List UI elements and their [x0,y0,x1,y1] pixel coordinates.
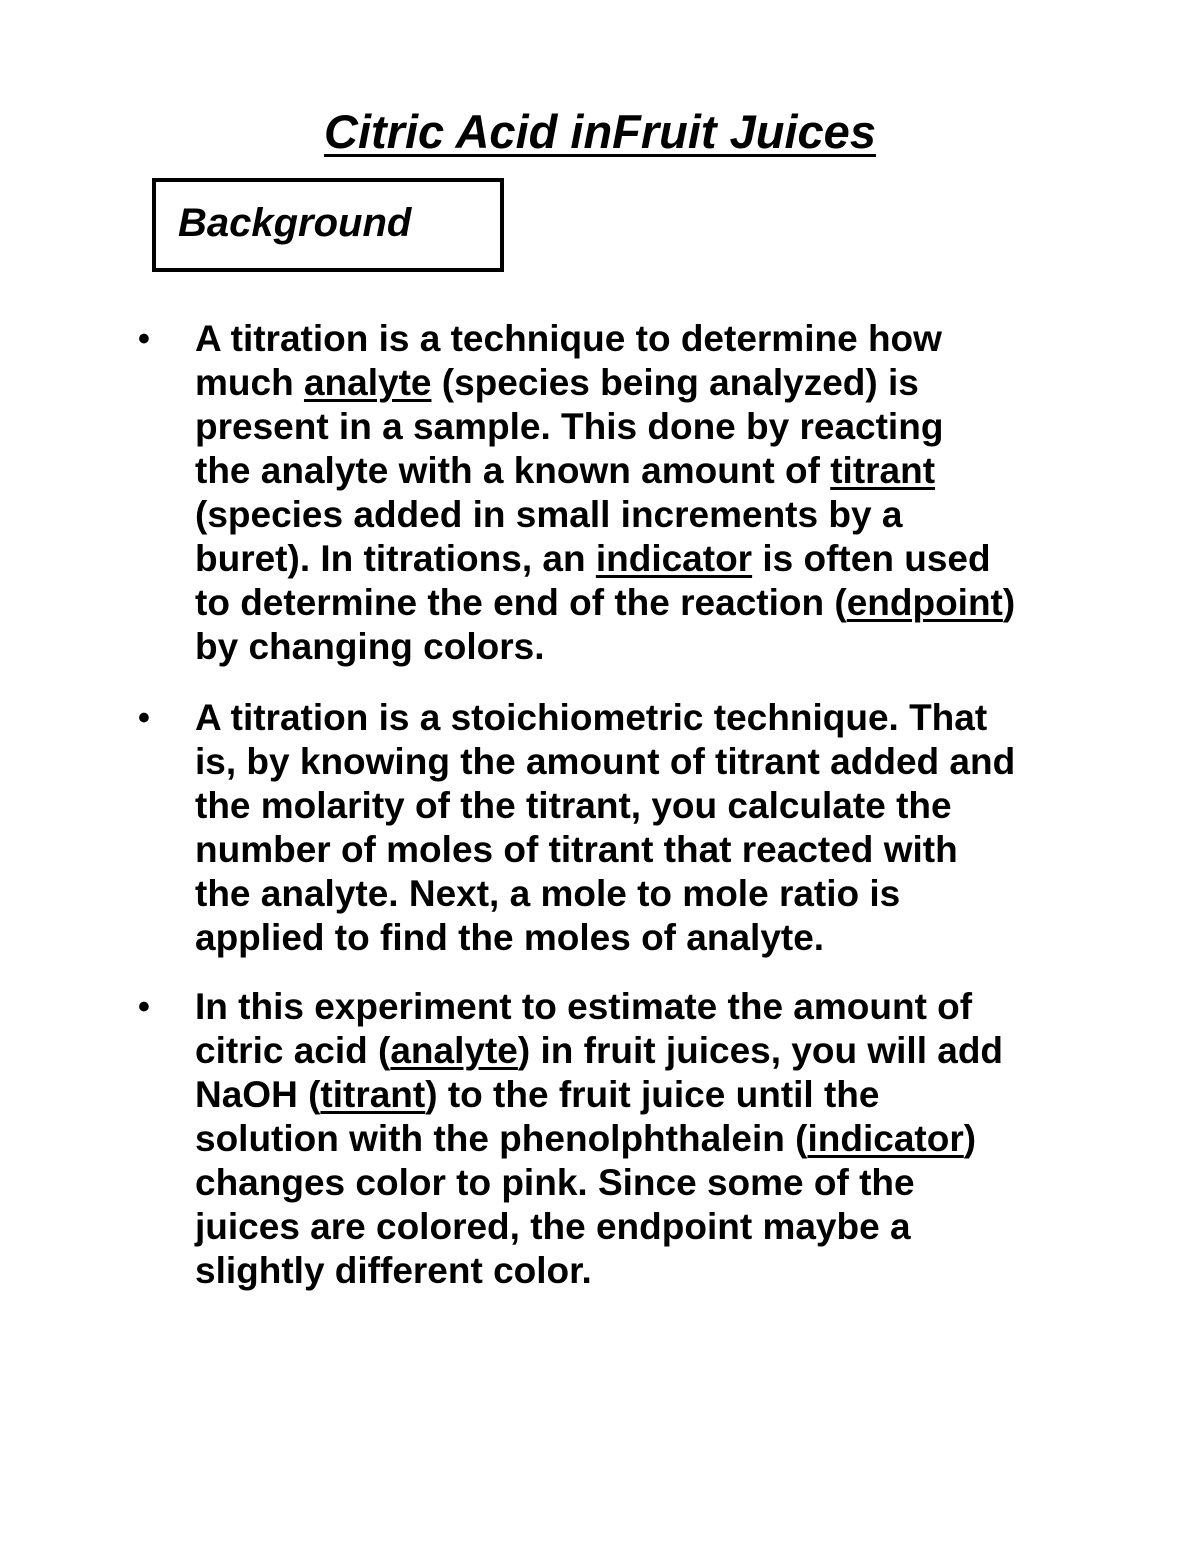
underlined-term: indicator [807,1118,964,1159]
bullet-icon: • [138,988,150,1026]
text-line [195,625,1125,669]
underlined-term: titrant [830,450,936,491]
text-line [195,1029,1125,1073]
text-segment: is often used [752,538,991,579]
text-segment: the analyte. Next, a mole to mole ratio is [195,873,901,914]
page-title-text: Citric Acid inFruit Juices [324,105,876,158]
underlined-term: analyte [303,362,432,403]
text-segment: much [195,362,304,403]
text-line [195,696,1125,740]
text-segment: the molarity of the titrant, you calculate the [195,785,952,826]
bullet-text [195,696,1125,960]
text-segment: solution with the phenolphthalein ( [195,1118,808,1159]
text-line [195,828,1125,872]
text-segment: is, by knowing the amount of titrant added and [195,741,1016,782]
text-segment: juices are colored, the endpoint maybe a [195,1206,911,1247]
text-line [195,1117,1125,1161]
bullet-icon: • [138,699,150,737]
text-line [195,1249,1125,1293]
text-segment: A titration is a technique to determine how [195,318,942,359]
text-segment: ) [1002,582,1016,623]
text-segment: In this experiment to estimate the amount of [195,986,973,1027]
text-line [195,449,1125,493]
text-segment: ) in fruit juices, you will add [517,1030,1004,1071]
text-segment: present in a sample. This done by reacting [195,406,944,447]
underlined-term: indicator [595,538,753,579]
bullet-text [195,317,1125,669]
text-segment: changes color to pink. Since some of the [195,1162,915,1203]
text-line [195,581,1125,625]
underlined-term: titrant [320,1074,426,1115]
text-line [195,317,1125,361]
text-segment: applied to find the moles of analyte. [195,917,825,958]
text-line [195,361,1125,405]
text-line [195,916,1125,960]
text-line [195,1073,1125,1117]
text-segment: (species being analyzed) is [431,362,919,403]
page-title [0,100,1200,164]
text-line [195,1161,1125,1205]
text-line [195,784,1125,828]
text-line [195,537,1125,581]
text-segment: ) [963,1118,977,1159]
bullet-text [195,985,1125,1293]
section-heading: Background [178,201,412,245]
text-segment: slightly different color. [195,1250,592,1291]
underlined-term: endpoint [846,582,1003,623]
underlined-term: analyte [390,1030,518,1071]
text-segment: citric acid ( [195,1030,391,1071]
text-line [195,740,1125,784]
text-segment: the analyte with a known amount of [195,450,831,491]
text-segment: (species added in small increments by a [195,494,903,535]
text-segment: buret). In titrations, an [195,538,596,579]
text-segment: NaOH ( [195,1074,321,1115]
text-line [195,1205,1125,1249]
text-segment: by changing colors. [195,626,545,667]
text-line [195,872,1125,916]
text-line [195,985,1125,1029]
text-line [195,493,1125,537]
text-segment: A titration is a stoichiometric technique. That [195,697,988,738]
text-segment: ) to the fruit juice until the [425,1074,880,1115]
text-segment: to determine the end of the reaction ( [195,582,847,623]
section-heading-box [152,178,504,272]
text-line [195,405,1125,449]
text-segment: number of moles of titrant that reacted with [195,829,958,870]
bullet-icon: • [138,320,150,358]
